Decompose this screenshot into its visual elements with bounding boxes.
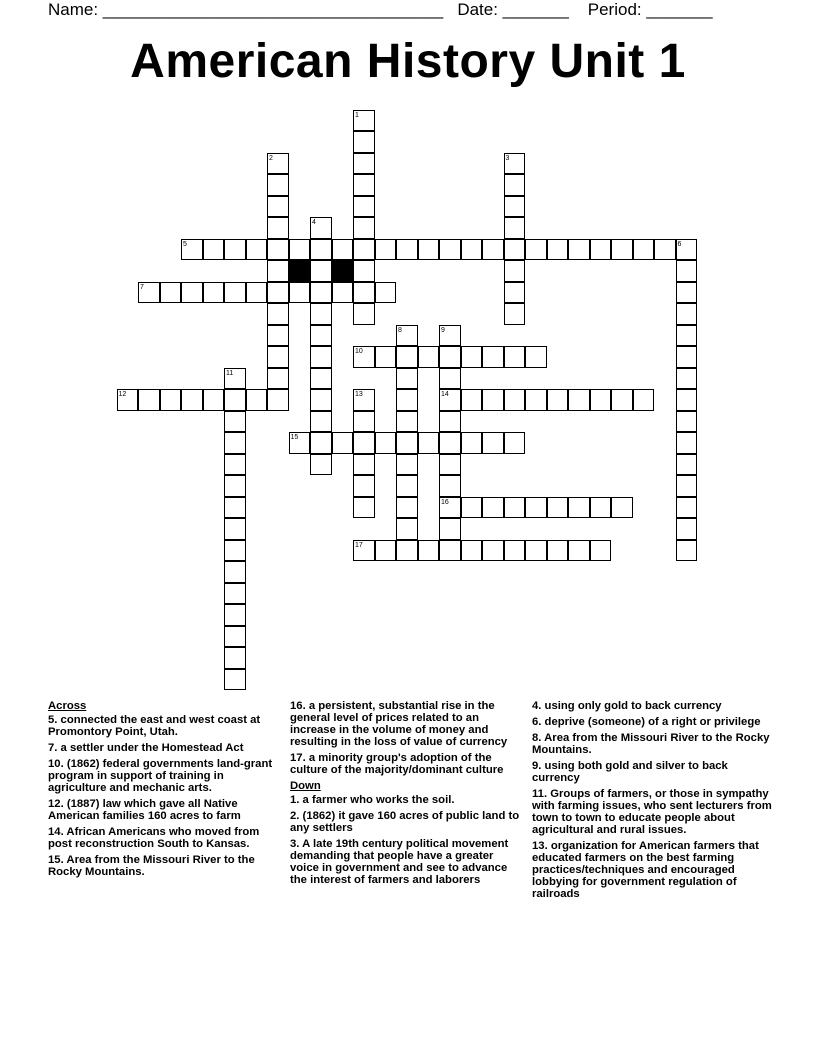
grid-cell[interactable] xyxy=(267,282,289,304)
grid-cell[interactable] xyxy=(439,540,461,562)
grid-number-7: 7 xyxy=(140,283,144,291)
clue-across-5: 5. connected the east and west coast at Promontory Point, Utah. xyxy=(48,714,261,738)
grid-cell[interactable] xyxy=(525,497,547,519)
grid-cell[interactable] xyxy=(246,239,268,261)
grid-cell[interactable] xyxy=(504,217,526,239)
clue-down-1: 1. a farmer who works the soil. xyxy=(290,794,455,806)
grid-cell[interactable] xyxy=(353,110,375,132)
grid-cell[interactable] xyxy=(396,368,418,390)
grid-cell[interactable] xyxy=(418,432,440,454)
grid-number-8: 8 xyxy=(398,326,402,334)
clue-across-7: 7. a settler under the Homestead Act xyxy=(48,742,244,754)
grid-cell[interactable] xyxy=(310,389,332,411)
grid-cell[interactable] xyxy=(482,432,504,454)
grid-cell[interactable] xyxy=(203,282,225,304)
grid-cell[interactable] xyxy=(461,346,483,368)
grid-cell[interactable] xyxy=(461,540,483,562)
grid-cell[interactable] xyxy=(267,346,289,368)
grid-cell[interactable] xyxy=(633,389,655,411)
grid-number-4: 4 xyxy=(312,219,316,226)
grid-cell[interactable] xyxy=(482,346,504,368)
grid-cell[interactable] xyxy=(289,239,311,261)
grid-cell[interactable] xyxy=(396,239,418,261)
grid-cell[interactable] xyxy=(568,540,590,562)
grid-cell[interactable] xyxy=(353,475,375,497)
grid-cell[interactable] xyxy=(461,432,483,454)
grid-cell[interactable] xyxy=(224,647,246,669)
grid-cell[interactable] xyxy=(482,540,504,562)
clue-down-6: 6. deprive (someone) of a right or privilege xyxy=(532,716,761,728)
grid-cell[interactable] xyxy=(246,389,268,411)
grid-cell[interactable] xyxy=(353,454,375,476)
grid-cell[interactable] xyxy=(224,411,246,433)
grid-number-3: 3 xyxy=(505,154,510,162)
grid-cell[interactable] xyxy=(418,540,440,562)
grid-cell[interactable] xyxy=(504,303,526,325)
grid-cell[interactable] xyxy=(418,346,440,368)
grid-cell[interactable] xyxy=(353,217,375,239)
grid-cell[interactable] xyxy=(310,260,332,282)
grid-cell[interactable] xyxy=(353,497,375,519)
grid-cell[interactable] xyxy=(224,454,246,476)
grid-cell[interactable] xyxy=(353,303,375,325)
clue-across-12: 12. (1887) law which gave all Native American families 160 acres to farm xyxy=(48,798,241,822)
grid-cell[interactable] xyxy=(310,454,332,476)
clue-down-8: 8. Area from the Missouri River to the Rocky Mountains. xyxy=(532,732,770,756)
grid-cell[interactable] xyxy=(611,239,633,261)
grid-cell[interactable] xyxy=(332,282,354,304)
grid-cell[interactable] xyxy=(547,540,569,562)
clue-across-14: 14. African Americans who moved from post reconstruction South to Kansas. xyxy=(48,826,260,850)
grid-cell[interactable] xyxy=(461,389,483,411)
grid-cell[interactable] xyxy=(181,282,203,304)
grid-cell[interactable] xyxy=(439,346,461,368)
grid-cell[interactable] xyxy=(138,282,160,304)
grid-cell[interactable] xyxy=(203,389,225,411)
grid-cell[interactable] xyxy=(310,325,332,347)
clue-across-10: 10. (1862) federal governments land-grant program in support of training in agriculture and mechanic arts. xyxy=(48,758,273,794)
grid-cell[interactable] xyxy=(439,368,461,390)
clue-down-3: 3. A late 19th century political movement demanding that people have a greater voice in government and see to advance the interest of farmers and laborers xyxy=(290,838,509,886)
grid-number-12: 12 xyxy=(118,391,127,398)
grid-cell[interactable] xyxy=(332,239,354,261)
grid-cell[interactable] xyxy=(547,389,569,411)
grid-cell[interactable] xyxy=(525,389,547,411)
grid-cell[interactable] xyxy=(224,604,246,626)
grid-cell[interactable] xyxy=(568,239,590,261)
down-heading: Down xyxy=(290,780,321,792)
grid-cell[interactable] xyxy=(267,368,289,390)
grid-cell[interactable] xyxy=(224,518,246,540)
grid-cell[interactable] xyxy=(504,196,526,218)
grid-cell[interactable] xyxy=(676,239,698,261)
clue-down-9: 9. using both gold and silver to back currency xyxy=(532,760,728,784)
grid-cell[interactable] xyxy=(504,432,526,454)
grid-cell[interactable] xyxy=(568,389,590,411)
grid-cell[interactable] xyxy=(568,497,590,519)
grid-cell[interactable] xyxy=(396,389,418,411)
grid-cell[interactable] xyxy=(590,497,612,519)
grid-cell[interactable] xyxy=(396,346,418,368)
grid-cell[interactable] xyxy=(676,260,698,282)
grid-cell[interactable] xyxy=(633,239,655,261)
grid-cell[interactable] xyxy=(396,518,418,540)
clue-across-17: 17. a minority group's adoption of the culture of the majority/dominant culture xyxy=(290,752,504,776)
grid-cell[interactable] xyxy=(525,346,547,368)
grid-cell[interactable] xyxy=(676,432,698,454)
grid-cell[interactable] xyxy=(439,475,461,497)
across-heading: Across xyxy=(48,700,87,712)
grid-cell[interactable] xyxy=(224,497,246,519)
grid-cell[interactable] xyxy=(396,497,418,519)
grid-number-16: 16 xyxy=(441,498,449,506)
grid-number-9: 9 xyxy=(441,326,445,334)
grid-cell[interactable] xyxy=(353,411,375,433)
grid-cell[interactable] xyxy=(375,432,397,454)
grid-cell[interactable] xyxy=(310,282,332,304)
clue-down-2: 2. (1862) it gave 160 acres of public land to any settlers xyxy=(290,810,520,834)
grid-cell[interactable] xyxy=(461,239,483,261)
grid-cell[interactable] xyxy=(676,389,698,411)
grid-cell-blocked xyxy=(332,260,354,282)
grid-cell[interactable] xyxy=(590,389,612,411)
grid-cell[interactable] xyxy=(353,432,375,454)
grid-cell[interactable] xyxy=(310,411,332,433)
grid-cell[interactable] xyxy=(504,260,526,282)
grid-cell[interactable] xyxy=(676,325,698,347)
grid-number-11: 11 xyxy=(226,369,234,377)
grid-cell[interactable] xyxy=(267,174,289,196)
grid-cell[interactable] xyxy=(267,389,289,411)
grid-cell[interactable] xyxy=(590,540,612,562)
grid-cell[interactable] xyxy=(267,239,289,261)
grid-cell[interactable] xyxy=(396,475,418,497)
grid-cell[interactable] xyxy=(676,454,698,476)
grid-cell[interactable] xyxy=(375,540,397,562)
grid-cell[interactable] xyxy=(676,540,698,562)
grid-cell[interactable] xyxy=(267,153,289,175)
grid-number-15: 15 xyxy=(290,434,299,441)
grid-cell[interactable] xyxy=(676,282,698,304)
grid-cell[interactable] xyxy=(396,432,418,454)
grid-cell[interactable] xyxy=(353,260,375,282)
grid-cell[interactable] xyxy=(289,282,311,304)
grid-cell[interactable] xyxy=(439,389,461,411)
grid-cell[interactable] xyxy=(439,518,461,540)
grid-cell[interactable] xyxy=(353,174,375,196)
grid-cell[interactable] xyxy=(482,389,504,411)
grid-cell[interactable] xyxy=(353,389,375,411)
grid-cell[interactable] xyxy=(117,389,139,411)
clue-across-16: 16. a persistent, substantial rise in the general level of prices related to an increase in the volume of money and resulting in the loss of value of currency xyxy=(290,700,508,748)
grid-cell[interactable] xyxy=(246,282,268,304)
grid-cell[interactable] xyxy=(138,389,160,411)
grid-cell[interactable] xyxy=(353,346,375,368)
grid-number-2: 2 xyxy=(269,154,273,162)
grid-cell-blocked xyxy=(289,260,311,282)
grid-cell[interactable] xyxy=(525,239,547,261)
grid-cell[interactable] xyxy=(439,239,461,261)
grid-cell[interactable] xyxy=(267,303,289,325)
grid-cell[interactable] xyxy=(224,368,246,390)
grid-cell[interactable] xyxy=(504,282,526,304)
grid-number-5: 5 xyxy=(183,240,187,248)
grid-cell[interactable] xyxy=(353,196,375,218)
grid-cell[interactable] xyxy=(224,540,246,562)
grid-cell[interactable] xyxy=(439,432,461,454)
grid-cell[interactable] xyxy=(654,239,676,261)
grid-cell[interactable] xyxy=(310,346,332,368)
grid-number-14: 14 xyxy=(441,391,449,398)
grid-cell[interactable] xyxy=(289,432,311,454)
grid-cell[interactable] xyxy=(439,325,461,347)
grid-cell[interactable] xyxy=(504,239,526,261)
grid-cell[interactable] xyxy=(676,303,698,325)
grid-cell[interactable] xyxy=(224,282,246,304)
grid-cell[interactable] xyxy=(224,432,246,454)
grid-cell[interactable] xyxy=(203,239,225,261)
grid-cell[interactable] xyxy=(353,239,375,261)
grid-cell[interactable] xyxy=(396,540,418,562)
grid-cell[interactable] xyxy=(224,389,246,411)
grid-cell[interactable] xyxy=(482,497,504,519)
grid-cell[interactable] xyxy=(525,540,547,562)
grid-cell[interactable] xyxy=(482,239,504,261)
grid-cell[interactable] xyxy=(160,282,182,304)
grid-cell[interactable] xyxy=(439,411,461,433)
grid-cell[interactable] xyxy=(676,475,698,497)
grid-cell[interactable] xyxy=(439,454,461,476)
grid-cell[interactable] xyxy=(310,368,332,390)
grid-cell[interactable] xyxy=(439,497,461,519)
grid-cell[interactable] xyxy=(676,346,698,368)
grid-cell[interactable] xyxy=(224,626,246,648)
grid-cell[interactable] xyxy=(310,239,332,261)
grid-cell[interactable] xyxy=(353,153,375,175)
grid-number-1: 1 xyxy=(355,111,359,119)
grid-cell[interactable] xyxy=(310,303,332,325)
clue-down-13: 13. organization for American farmers that educated farmers on the best farming practices/techniques and encouraged lobbying for government regulation of railroads xyxy=(532,840,759,900)
grid-cell[interactable] xyxy=(224,561,246,583)
grid-cell[interactable] xyxy=(611,389,633,411)
grid-cell[interactable] xyxy=(267,325,289,347)
grid-cell[interactable] xyxy=(353,540,375,562)
grid-cell[interactable] xyxy=(504,497,526,519)
grid-cell[interactable] xyxy=(224,583,246,605)
grid-cell[interactable] xyxy=(676,411,698,433)
grid-cell[interactable] xyxy=(547,239,569,261)
student-info-line: Name: ____________________________________ Date: _______ Period: _______ xyxy=(48,0,713,19)
grid-cell[interactable] xyxy=(353,131,375,153)
grid-number-6: 6 xyxy=(677,240,682,248)
grid-cell[interactable] xyxy=(504,540,526,562)
clue-column-2 xyxy=(290,700,522,890)
grid-cell[interactable] xyxy=(375,239,397,261)
grid-cell[interactable] xyxy=(611,497,633,519)
grid-cell[interactable] xyxy=(504,389,526,411)
grid-cell[interactable] xyxy=(396,454,418,476)
grid-cell[interactable] xyxy=(504,153,526,175)
grid-number-10: 10 xyxy=(355,348,363,355)
grid-cell[interactable] xyxy=(224,669,246,691)
page-title: American History Unit 1 xyxy=(130,35,686,88)
grid-cell[interactable] xyxy=(160,389,182,411)
clue-column-1 xyxy=(48,700,276,882)
clue-column-3 xyxy=(532,700,772,904)
grid-cell[interactable] xyxy=(676,497,698,519)
grid-cell[interactable] xyxy=(310,217,332,239)
grid-cell[interactable] xyxy=(504,174,526,196)
grid-cell[interactable] xyxy=(332,432,354,454)
clue-down-11: 11. Groups of farmers, or those in sympathy with farming issues, who sent lecturers from town to town to educate people about agricultural and rural issues. xyxy=(532,788,772,836)
grid-cell[interactable] xyxy=(461,497,483,519)
grid-cell[interactable] xyxy=(676,368,698,390)
grid-cell[interactable] xyxy=(224,475,246,497)
grid-cell[interactable] xyxy=(267,260,289,282)
grid-cell[interactable] xyxy=(418,239,440,261)
grid-cell[interactable] xyxy=(396,325,418,347)
grid-cell[interactable] xyxy=(504,346,526,368)
grid-cell[interactable] xyxy=(310,432,332,454)
grid-cell[interactable] xyxy=(547,497,569,519)
grid-cell[interactable] xyxy=(181,389,203,411)
grid-number-17: 17 xyxy=(355,541,363,549)
grid-number-13: 13 xyxy=(355,391,363,398)
grid-cell[interactable] xyxy=(267,217,289,239)
clue-across-15: 15. Area from the Missouri River to the Rocky Mountains. xyxy=(48,854,255,878)
grid-cell[interactable] xyxy=(375,282,397,304)
clue-down-4: 4. using only gold to back currency xyxy=(532,700,722,712)
grid-cell[interactable] xyxy=(375,346,397,368)
grid-cell[interactable] xyxy=(353,282,375,304)
grid-cell[interactable] xyxy=(181,239,203,261)
grid-cell[interactable] xyxy=(676,518,698,540)
grid-cell[interactable] xyxy=(396,411,418,433)
grid-cell[interactable] xyxy=(590,239,612,261)
grid-cell[interactable] xyxy=(224,239,246,261)
grid-cell[interactable] xyxy=(267,196,289,218)
